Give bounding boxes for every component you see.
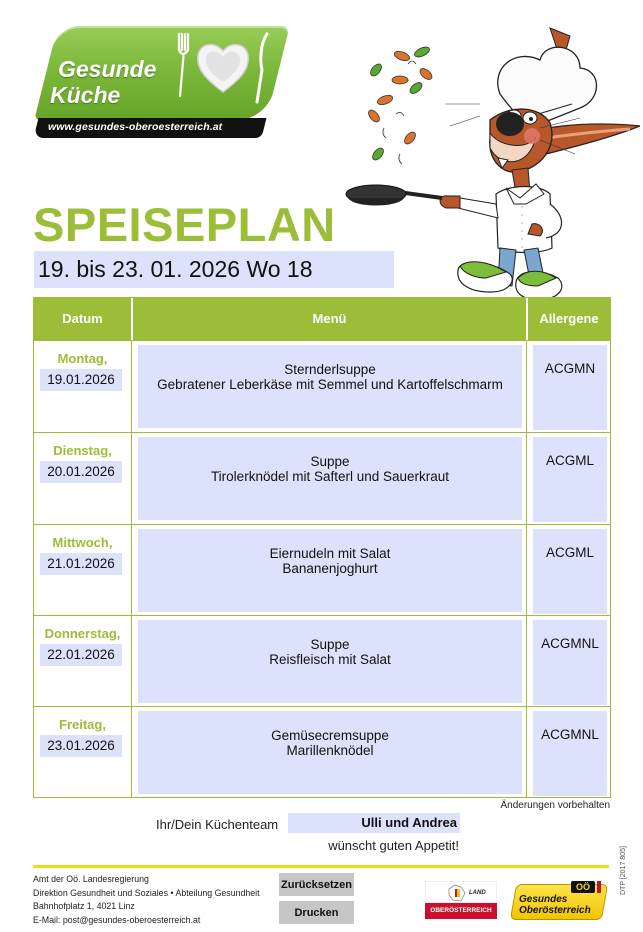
table-row	[34, 340, 610, 432]
allergens-field[interactable]: ACGML	[533, 529, 607, 614]
date-field[interactable]: 20.01.2026	[40, 461, 122, 483]
table-row	[34, 615, 610, 707]
menu-line-1: Sternderlsuppe	[284, 362, 376, 377]
menu-line-1: Suppe	[310, 637, 350, 652]
column-divider	[131, 433, 132, 524]
allergens-field[interactable]: ACGMN	[533, 345, 607, 430]
table-row	[34, 524, 610, 616]
kitchen-team-label: Ihr/Dein Küchenteam	[156, 817, 279, 832]
column-divider	[526, 433, 527, 524]
day-label: Mittwoch,	[52, 535, 113, 550]
date-field[interactable]: 23.01.2026	[40, 735, 122, 757]
logo-text-line1: Gesunde	[58, 56, 157, 82]
menu-line-2: Bananenjoghurt	[282, 561, 378, 576]
menu-line-1: Gemüsecremsuppe	[271, 728, 389, 743]
land-logo-top-text: LAND	[469, 890, 486, 896]
gooe-line-1: Gesundes	[519, 894, 568, 905]
day-label: Dienstag,	[53, 443, 112, 458]
land-logo-bottom-text: OBERÖSTERREICH	[425, 903, 497, 919]
table-header	[34, 298, 610, 340]
table-row	[34, 706, 610, 798]
land-oberoesterreich-logo	[425, 881, 497, 919]
allergens-field[interactable]: ACGMNL	[533, 620, 607, 705]
footer-address	[33, 873, 260, 927]
column-header-allergene: Allergene	[539, 311, 599, 326]
gesundes-oberoesterreich-logo	[509, 880, 605, 920]
footer-line-1: Amt der Oö. Landesregierung	[33, 874, 149, 884]
coat-of-arms-icon	[447, 883, 467, 903]
allergens-field[interactable]: ACGMNL	[533, 711, 607, 796]
column-header-datum: Datum	[62, 311, 103, 326]
column-divider	[131, 707, 132, 798]
day-label: Donnerstag,	[44, 626, 121, 641]
gooe-line-2: Oberösterreich	[519, 905, 591, 916]
flying-vegetables	[366, 45, 433, 164]
column-divider	[131, 525, 132, 616]
date-field[interactable]: 22.01.2026	[40, 644, 122, 666]
changes-reserved-note: Änderungen vorbehalten	[500, 800, 610, 811]
column-divider	[131, 341, 132, 432]
day-label: Montag,	[57, 351, 108, 366]
heart-plate-icon	[194, 38, 252, 96]
column-divider	[131, 616, 132, 707]
kitchen-team-field[interactable]: Ulli und Andrea	[288, 813, 460, 833]
column-header-menu: Menü	[312, 311, 347, 326]
table-row	[34, 432, 610, 524]
column-divider	[526, 341, 527, 432]
date-field[interactable]: 21.01.2026	[40, 553, 122, 575]
print-button[interactable]: Drucken	[279, 901, 354, 924]
dtp-code: DTP [2017 805]	[620, 846, 627, 895]
knife-icon	[254, 32, 270, 104]
column-divider	[526, 707, 527, 798]
reset-button[interactable]: Zurücksetzen	[279, 873, 354, 896]
menu-field[interactable]	[138, 437, 522, 520]
menu-field[interactable]	[138, 711, 522, 794]
menu-line-1: Eiernudeln mit Salat	[269, 546, 391, 561]
bon-appetit-text: wünscht guten Appetit!	[328, 838, 459, 853]
gesunde-kueche-logo	[36, 24, 280, 140]
date-field[interactable]: 19.01.2026	[40, 369, 122, 391]
footer-line-2: Direktion Gesundheit und Soziales • Abteilung Gesundheit	[33, 887, 260, 898]
column-divider	[526, 616, 527, 707]
menu-field[interactable]	[138, 529, 522, 612]
menu-line-2: Gebratener Leberkäse mit Semmel und Kartoffelschmarm	[157, 377, 503, 392]
logo-text-line2: Küche	[50, 82, 121, 108]
day-label: Freitag,	[59, 717, 106, 732]
footer-line-4: E-Mail: post@gesundes-oberoesterreich.at	[33, 914, 201, 925]
footer-divider	[33, 865, 609, 868]
menu-field[interactable]	[138, 345, 522, 428]
logo-url: www.gesundes-oberoesterreich.at	[48, 121, 223, 133]
menu-line-2: Reisfleisch mit Salat	[269, 652, 391, 667]
menu-line-2: Tirolerknödel mit Safterl und Sauerkraut	[210, 469, 450, 484]
allergens-field[interactable]: ACGML	[533, 437, 607, 522]
oe-badge: OÖ	[571, 881, 595, 893]
menu-line-1: Suppe	[310, 454, 350, 469]
menu-table	[33, 297, 611, 798]
footer-line-3: Bahnhofplatz 1, 4021 Linz	[33, 901, 135, 911]
week-range-field[interactable]: 19. bis 23. 01. 2026 Wo 18	[34, 251, 394, 288]
fork-icon	[176, 32, 190, 98]
page-title: SPEISEPLAN	[33, 198, 336, 251]
menu-line-2: Marillenknödel	[286, 743, 374, 758]
column-divider	[526, 525, 527, 616]
menu-field[interactable]	[138, 620, 522, 703]
